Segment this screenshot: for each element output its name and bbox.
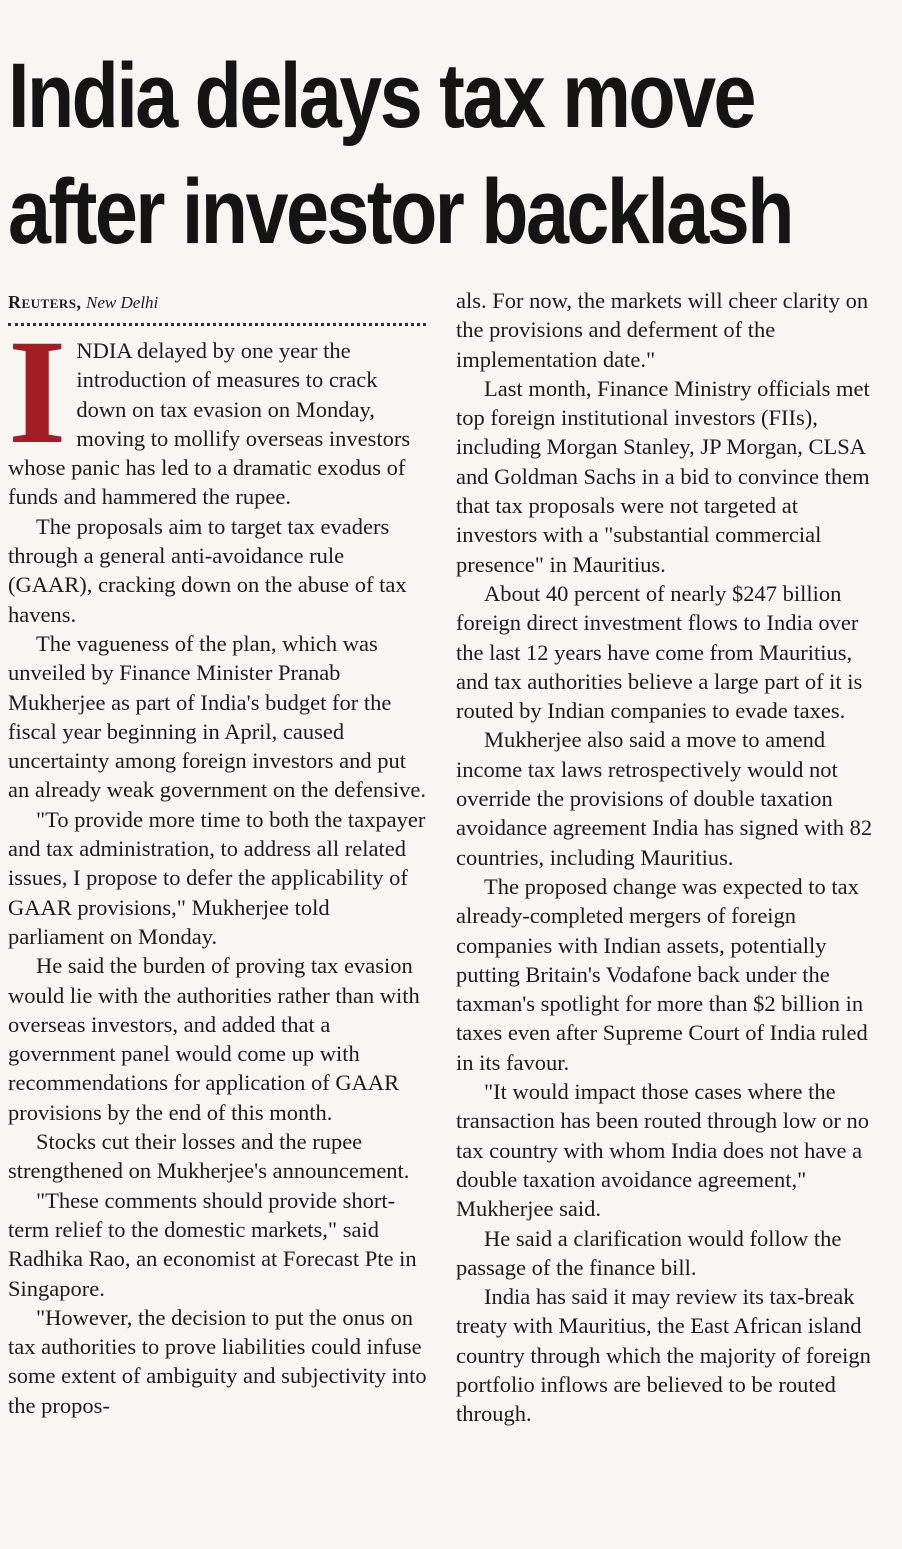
article-paragraph: Last month, Finance Ministry officials met top foreign institutional investors (FIIs), including Morgan Stanley, JP Morgan, CLSA and Goldman Sachs in a bid to convince them that tax proposals were not targeted at investors with a "substantial commercial presence" in Mauritius. [456,375,870,577]
dotted-divider [8,323,426,326]
article-paragraph: "It would impact those cases where the transaction has been routed through low or no tax country with whom India does not have a double taxation avoidance agreement," Mukherjee said. [456,1079,870,1222]
byline-agency: Reuters, [8,292,82,312]
left-paragraphs [8,512,428,1420]
headline-line-2: after investor backlash [8,161,792,263]
byline [8,286,428,317]
article-paragraph: The proposed change was expected to tax already-completed mergers of foreign companies with Indian assets, potentially putting Britain's Vodafone back under the taxman's spotlight for more than $2 billion in taxes even after Supreme Court of India ruled in its favour. [456,873,868,1075]
article-paragraph: "These comments should provide short-term relief to the domestic markets," said Radhika Rao, an economist at Forecast Pte in Singapore. [8,1187,417,1301]
drop-cap: I [8,309,67,475]
right-column [456,286,880,1544]
article-paragraph: India has said it may review its tax-break treaty with Mauritius, the East African island country through which the majority of foreign portfolio inflows are believed to be routed through. [456,1284,871,1427]
article-paragraph: The vagueness of the plan, which was unveiled by Finance Minister Pranab Mukherjee as part of India's budget for the fiscal year beginning in April, caused uncertainty among foreign investors and put an already weak government on the defensive. [8,630,426,803]
byline-place: New Delhi [86,293,159,312]
article-paragraph: Mukherjee also said a move to amend income tax laws retrospectively would not override the provisions of double taxation avoidance agreement India has signed with 82 countries, including Mauritius. [456,727,873,870]
continuation-paragraph: als. For now, the markets will cheer clarity on the provisions and deferment of the implementation date." [456,288,869,372]
article-paragraph: The proposals aim to target tax evaders through a general anti-avoidance rule (GAAR), cracking down on the abuse of tax havens. [8,513,407,627]
headline [8,38,792,270]
lead-paragraph [8,309,428,512]
article-paragraph: "To provide more time to both the taxpayer and tax administration, to address all related issues, I propose to defer the applicability of GAAR provisions," Mukherjee told parliament on Monday. [8,806,426,949]
article-paragraph: He said a clarification would follow the passage of the finance bill. [456,1225,842,1280]
headline-line-1: India delays tax move [8,45,754,147]
left-column [8,286,428,1544]
article-paragraph: About 40 percent of nearly $247 billion foreign direct investment flows to India over the last 12 years have come from Mauritius, and tax authorities believe a large part of it is routed by Indian companies to evade taxes. [456,580,863,724]
article-paragraph: "However, the decision to put the onus on tax authorities to prove liabilities could infuse some extent of ambiguity and subjectivity into the propos- [8,1304,427,1418]
article-paragraph: He said the burden of proving tax evasion would lie with the authorities rather than with overseas investors, and added that a government panel would come up with recommendations for application of GAAR provisions by the end of this month. [8,953,420,1125]
lead-text: NDIA delayed by one year the introduction of measures to crack down on tax evasion on Monday, moving to mollify overseas investors whose panic has led to a dramatic exodus of funds and hammered the rupee. [8,338,411,510]
article-paragraph: Stocks cut their losses and the rupee strengthened on Mukherjee's announcement. [8,1129,410,1184]
right-paragraphs [456,374,880,1429]
